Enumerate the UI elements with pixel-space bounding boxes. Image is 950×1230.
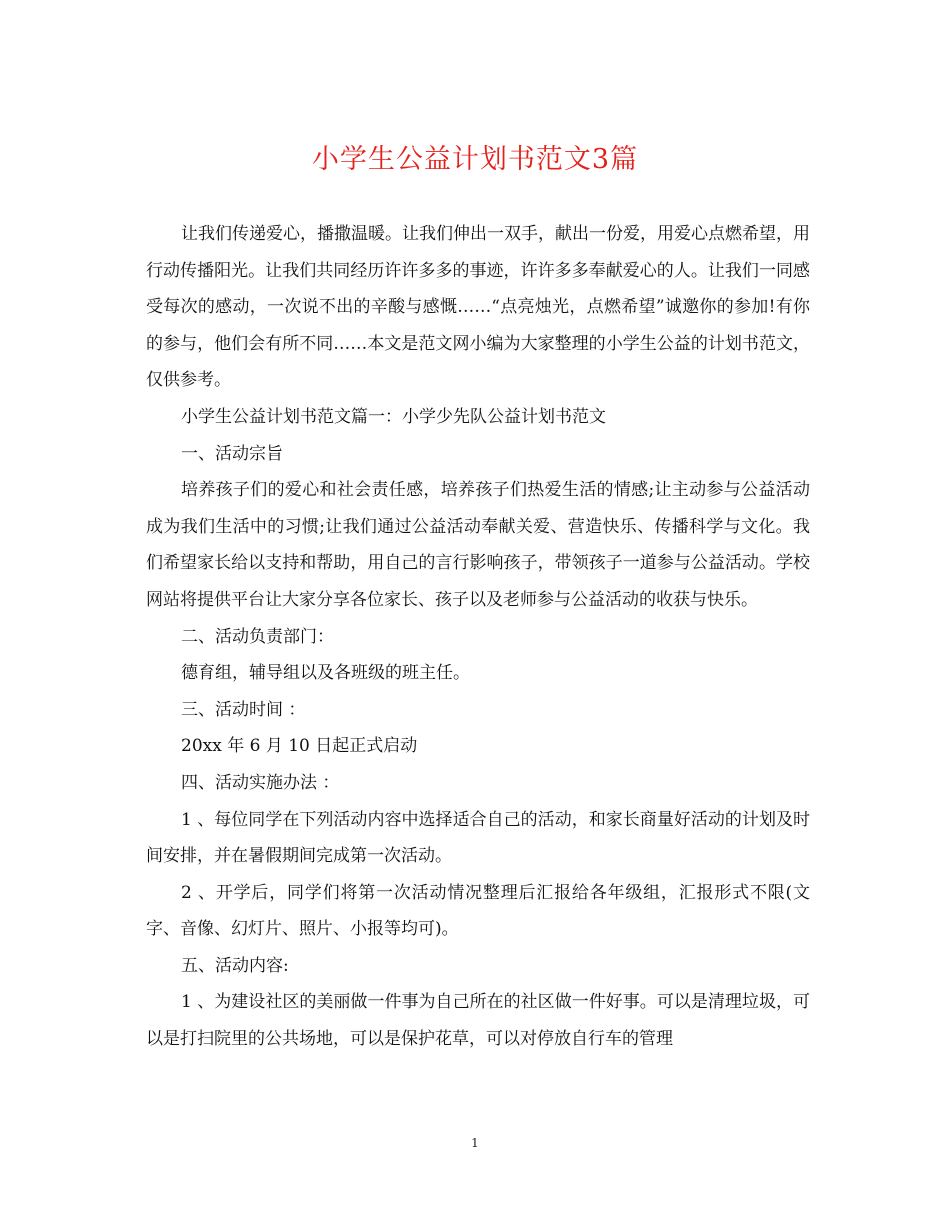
- paragraph-purpose: 培养孩子们的爱心和社会责任感，培养孩子们热爱生活的情感;让主动参与公益活动成为我们生活中的习惯;让我们通过公益活动奉献关爱、营造快乐、传播科学与文化。我们希望家长给以支持和帮助，用自己的言行影响孩子，带领孩子一道参与公益活动。学校网站将提供平台让大家分享各位家长、孩子以及老师参与公益活动的收获与快乐。: [146, 480, 810, 610]
- document-title: 小学生公益计划书范文3篇: [311, 144, 639, 175]
- paragraph-method-2: 2 、开学后，同学们将第一次活动情况整理后汇报给各年级组，汇报形式不限(文字、音像、幻灯片、照片、小报等均可)。: [146, 882, 810, 940]
- paragraph-heading-method: 四、活动实施办法 ：: [181, 772, 340, 793]
- paragraph-time: 20xx 年 6 月 10 日起正式启动: [181, 736, 418, 757]
- paragraph-section-heading: 小学生公益计划书范文篇一：小学少先队公益计划书范文: [181, 406, 606, 427]
- paragraph-heading-content: 五、活动内容:: [181, 955, 289, 976]
- paragraph-intro: 让我们传递爱心，播撒温暖。让我们伸出一双手，献出一份爱，用爱心点燃希望，用行动传播阳光。让我们共同经历许许多多的事迹，许许多多奉献爱心的人。让我们一同感受每次的感动，一次说不出的辛酸与感慨……“点亮烛光，点燃希望”诚邀你的参加!有你的参与，他们会有所不同……本文是范文网小编为大家整理的小学生公益的计划书范文，仅供参考。: [146, 224, 810, 391]
- paragraph-heading-purpose: 一、活动宗旨: [181, 443, 283, 464]
- paragraph-department: 德育组，辅导组以及各班级的班主任。: [181, 663, 470, 684]
- paragraph-method-1: 1 、每位同学在下列活动内容中选择适合自己的活动，和家长商量好活动的计划及时间安排，并在暑假期间完成第一次活动。: [146, 809, 810, 867]
- paragraph-heading-time: 三、活动时间 ：: [181, 699, 306, 720]
- document-body: [146, 216, 810, 1058]
- paragraph-content-1: 1 、为建设社区的美丽做一件事为自己所在的社区做一件好事。可以是清理垃圾，可以是打扫院里的公共场地，可以是保护花草，可以对停放自行车的管理: [146, 992, 810, 1050]
- paragraph-heading-department: 二、活动负责部门：: [181, 626, 334, 647]
- page-number: 1: [471, 1136, 479, 1150]
